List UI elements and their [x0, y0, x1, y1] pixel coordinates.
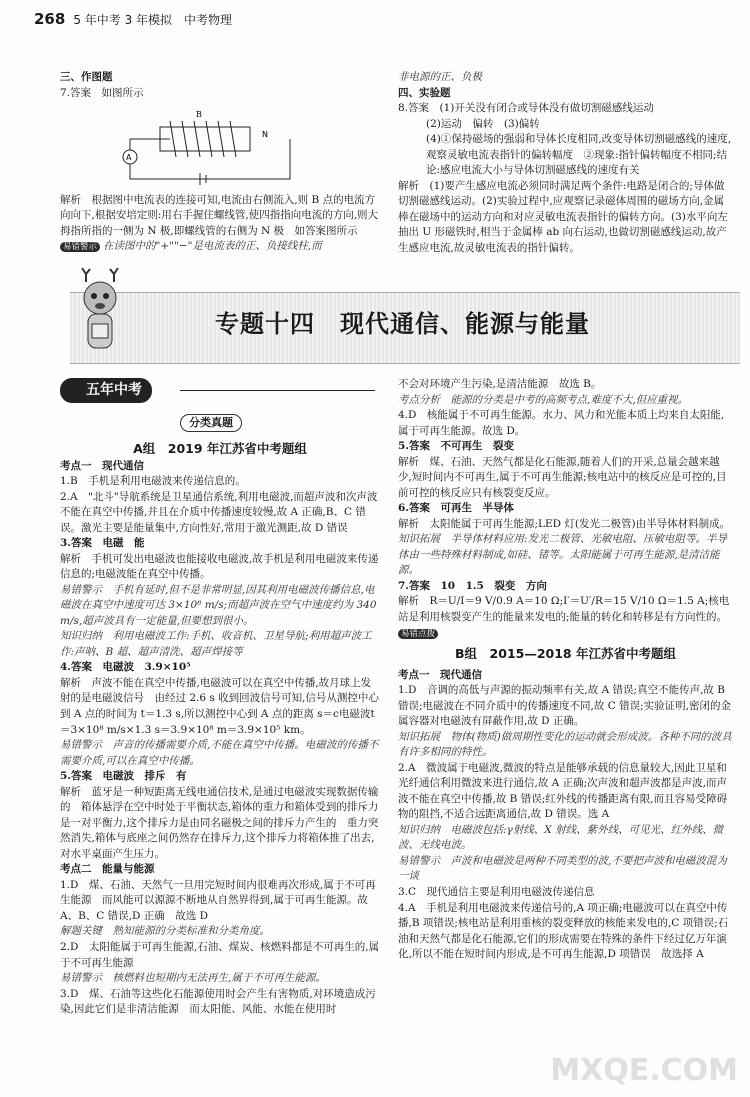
c1-line: 考点二 能量与能源 — [60, 863, 155, 876]
watermark: MXQE.COM — [550, 1052, 738, 1088]
page-header — [34, 8, 232, 30]
c1-line: 1.D 煤、石油、天然气一旦用完短时间内很难再次形成,属于不可再生能源 而风能可以源源不断地从自然界得到,属于可再生能源。故 A、B、C 错误,D 正确 故选 D — [60, 878, 376, 922]
section-divider — [180, 390, 375, 391]
explanation-7: 解析 根据图中电流表的连接可知,电流由右侧流入,则 B 点的电流方向向下,根据安培定则:用右手握住螺线管,使四指指向电流的方向,则大拇指所指的一侧为 N 极,即螺线管的右侧为 N 极 如答案图所示 — [60, 193, 379, 237]
circuit-solenoid-diagram — [110, 107, 310, 187]
column-1 — [60, 440, 380, 1018]
c2-line: 知识拓展 半导体材料应用:发光二极管、光敏电阻、压敏电阻等。半导体由一些特殊材料制成,如硅、锗等。太阳能属于可再生能源,是清洁能源。 — [398, 533, 728, 577]
c2-line: 解析 太阳能属于可再生能源;LED 灯(发光二极管)由半导体材料制成。 — [398, 517, 731, 530]
c1-line: 易错警示 手机有延时,但不是非常明显,因其利用电磁波传播信息,电磁波在真空中速度可达 3×10⁸ m/s;而超声波在空气中速度约为 340 m/s,超声波具有一定能量,但要想到很小。 — [60, 583, 377, 627]
c1-line: 4.答案 电磁波 3.9×10⁵ — [60, 661, 191, 674]
c1-line: 解析 手机可发出电磁波也能接收电磁波,故手机是利用电磁波来传递信息的;电磁波能在真空中传播。 — [60, 552, 379, 581]
category-tag: 分类真题 — [180, 414, 242, 432]
book-title: 5 年中考 3 年模拟 中考物理 — [73, 13, 233, 27]
topic-title: 专题十四 现代通信、能源与能量 — [215, 310, 590, 338]
continued-note: 非电源的正、负极 — [398, 71, 482, 83]
c2-line: 6.答案 可再生 半导体 — [398, 502, 514, 515]
group-b-title: B组 2015—2018 年江苏省中考题组 — [455, 646, 676, 662]
heading-experiment: 四、实验题 — [398, 86, 451, 99]
c2-line: 考点一 现代通信 — [398, 668, 482, 681]
c1-line: 3.D 煤、石油等这些化石能源使用时会产生有害物质,对环境造成污染,因此它们是非清洁能源 而太阳能、风能、水能在使用时 — [60, 987, 376, 1016]
answer-7: 7.答案 如图所示 — [60, 86, 144, 99]
c2-line: 7.答案 10 1.5 裂变 方向 — [398, 579, 547, 592]
c2-badge: 易错点拨 — [398, 629, 438, 639]
c2-line: 知识拓展 物体(物质)做周期性变化的运动就会形成波。各种不同的波具有许多相同的特性。 — [398, 730, 732, 759]
c1-line: 知识归纳 利用电磁波工作:手机、收音机、卫星导航;利用超声波工作:声呐、B 超、超声清洗、超声焊接等 — [60, 630, 372, 658]
answer-8-line3: (4)①保持磁场的强弱和导体长度相同,改变导体切割磁感线的速度,观察灵敏电流表指针的偏转幅度 ②现象:指针偏转幅度不相同;结论:感应电流大小与导体切割磁感线的速度有关 — [426, 133, 732, 177]
page-number: 268 — [34, 10, 66, 28]
c1-line: 解析 蓝牙是一种短距离无线电通信技术,是通过电磁波实现数据传输的 箱体悬浮在空中时处于平衡状态,箱体的重力和箱体受到的排斥力是一对平衡力,这个排斥力是由同名磁极之间的排斥力产生的 重力突然消失,箱体与底座之间仍然存在排斥力,这个排斥力将箱体推了出去,对水平桌面产生压力。 — [60, 785, 379, 860]
svg-text:A: A — [126, 153, 132, 163]
error-warning-badge: 易错警示 — [60, 242, 100, 252]
c2-line: 3.C 现代通信主要是利用电磁波传递信息 — [398, 885, 595, 898]
explanation-8: 解析 (1)要产生感应电流必须同时满足两个条件:电路是闭合的;导体做切割磁感线运动。(2)实验过程中,应观察记录磁体周围的磁场方向,金属棒在磁场中的运动方向和对应灵敏电流表指针的偏转方向。(3)水平向左抽出 U 形磁铁时,相当于金属棒 ab 向右运动,也做切割磁感线运动,故产生感应电流,故灵敏电流表的指针偏转。 — [398, 179, 728, 254]
c1-line: 2.D 太阳能属于可再生能源,石油、煤炭、核燃料都是不可再生的,属于不可再生能源 — [60, 940, 380, 969]
group-a-title: A组 2019 年江苏省中考题组 — [133, 441, 307, 456]
c2-line: 4.A 手机是利用电磁波来传递信号的,A 项正确;电磁波可以在真空中传播,B 项错误;核电站是利用重核的裂变释放的核能来发电的,C 项错误;石油和天然气都是化石能源,它们的形成需要在特殊的条件下经过亿万年演化,所以不能在短时间内形成,是不可再生能源,D 项错误 故选择 A — [398, 901, 729, 961]
c1-line: 3.答案 电磁 能 — [60, 537, 145, 550]
c2-line: 2.A 微波属于电磁波,微波的特点是能够承载的信息量较大,因此卫星和光纤通信利用微波来进行通信,故 A 正确;次声波和超声波都是声波,而声波不能在真空中传播,故 B 错误;红外线的传播距离有限,而且容易受障碍物的阻挡,不适合远距离通信,故 D 错误。选 A — [398, 761, 728, 821]
c1-line: 2.A "北斗"导航系统是卫星通信系统,利用电磁波,而超声波和次声波不能在真空中传播,并且在介质中传播速度较慢,故 A 正确,B、C 错误。激光主要是能量集中,方向性好,常用于激光测距,故 D 错误 — [60, 490, 378, 534]
deer-mascot-icon — [72, 268, 128, 358]
c1-line: 5.答案 电磁波 排斥 有 — [60, 770, 187, 783]
c2-line: 考点分析 能源的分类是中考的高频考点,难度不大,但应重视。 — [398, 393, 689, 406]
c1-line: 1.B 手机是利用电磁波来传递信息的。 — [60, 475, 246, 488]
c1-line: 考点一 现代通信 — [60, 459, 144, 472]
answer-8-line1: 8.答案 (1)开关没有闭合或导体没有做切割磁感线运动 — [398, 102, 654, 115]
svg-text:N: N — [262, 130, 268, 140]
c2-line: 解析 R＝U/I＝9 V/0.9 A＝10 Ω;I′＝U′/R＝15 V/10 Ω＝1.5 A;核电站是利用核裂变产生的能量来发电的;能量的转化和转移是有方向性的。 — [398, 595, 730, 623]
error-warning-text: 在读图中的"+""−"是电流表的正、负接线柱,而 — [103, 240, 322, 253]
c1-line: 易错警示 核燃料也短期内无法再生,属于不可再生能源。 — [60, 972, 326, 985]
c2-line: 5.答案 不可再生 裂变 — [398, 440, 514, 453]
c2-line: 易错警示 声波和电磁波是两种不同类型的波,不要把声波和电磁波混为一谈 — [398, 854, 727, 883]
answer-8-line2: (2)运动 偏转 (3)偏转 — [426, 117, 540, 130]
c1-line: 易错警示 声音的传播需要介质,不能在真空中传播。电磁波的传播不需要介质,可以在真空中传播。 — [60, 739, 379, 767]
column-2 — [398, 377, 733, 963]
c2-line: 1.D 音调的高低与声源的振动频率有关,故 A 错误;真空不能传声,故 B 错误;电磁波在不同介质中的传播速度不同,故 C 错误;实验证明,密闭的金属容器对电磁波有屏蔽作用,故 D 正确。 — [398, 684, 731, 728]
c1-line: 解析 声波不能在真空中传播,电磁波可以在真空中传播,故月球上发射的是电磁波信号 由经过 2.6 s 收到回波信号可知,信号从测控中心到 A 点的时间为 t＝1.3 s,所以测控中心到 A 点的距离 s＝c电磁波t＝3×10⁸ m/s×1.3 s＝3.9×10⁸ m＝3.9×10⁵ km。 — [60, 676, 379, 736]
svg-text:B: B — [196, 110, 202, 120]
heading-drawing: 三、作图题 — [60, 71, 113, 83]
c1-line: 解题关键 熟知能源的分类标准和分类角度。 — [60, 925, 270, 938]
right-top-block — [398, 70, 733, 256]
c2-line: 知识归纳 电磁波包括:γ射线、X 射线、紫外线、可见光、红外线、微波、无线电波。 — [398, 823, 724, 852]
c2-line: 4.D 核能属于不可再生能源。水力、风力和光能本质上均来自太阳能,属于可再生能源。故选 D。 — [398, 409, 725, 437]
c2-line: 不会对环境产生污染,是清洁能源 故选 B。 — [398, 378, 602, 390]
section-five-year: 五年中考 — [60, 378, 152, 403]
c2-line: 解析 煤、石油、天然气都是化石能源,随着人们的开采,总量会越来越少,短时间内不可再生,属于不可再生能源;核电站中的核反应是可控的,目前可控的核反应只有核裂变反应。 — [398, 455, 727, 499]
left-top-block — [60, 70, 380, 255]
